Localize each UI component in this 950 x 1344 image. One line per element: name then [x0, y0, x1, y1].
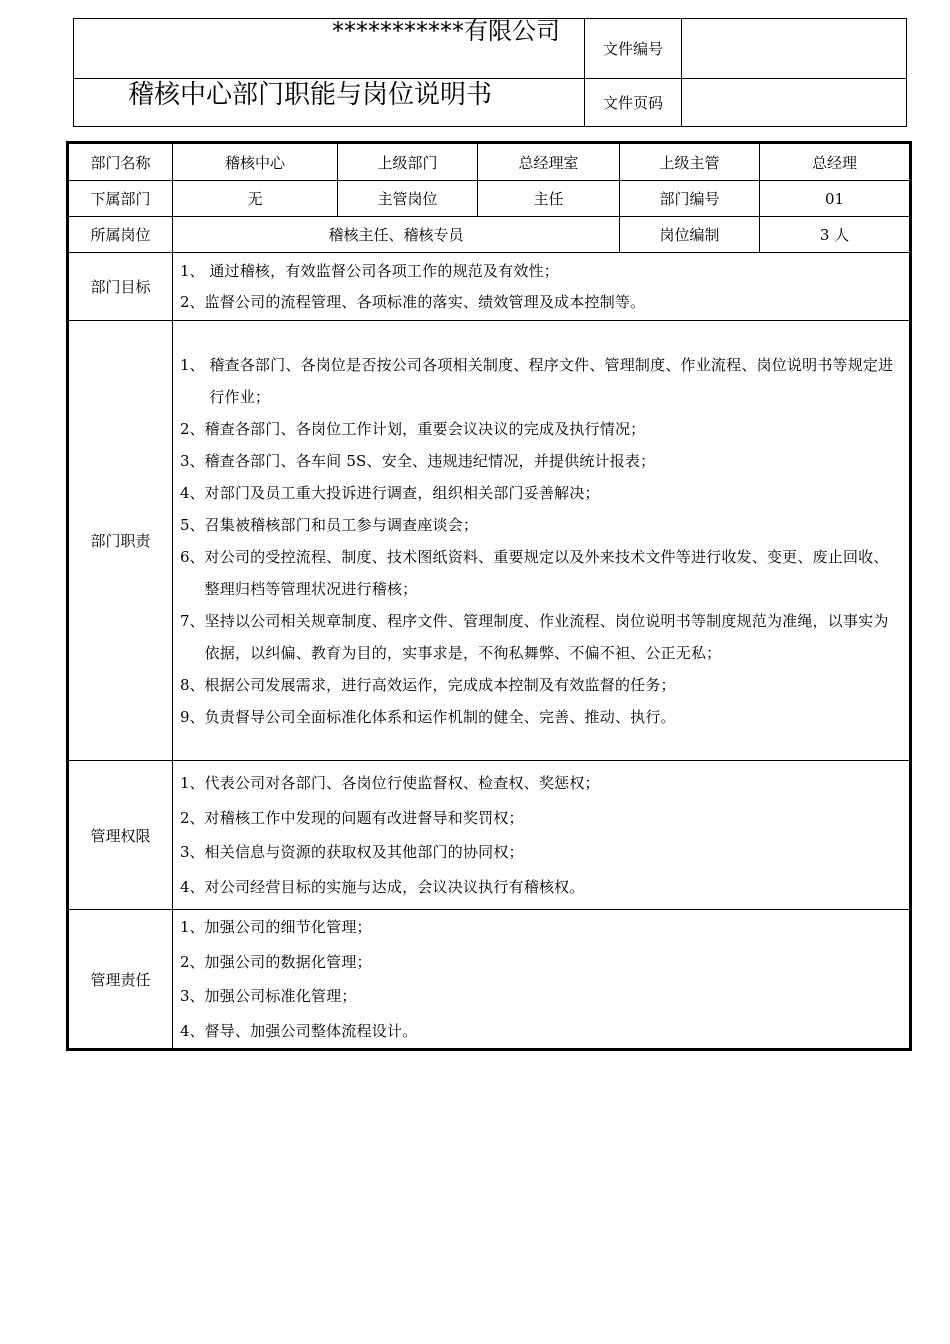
- list-item: [180, 910, 901, 945]
- list-item-number: 3、: [180, 843, 205, 861]
- superior-label: 上级主管: [620, 144, 760, 181]
- table-row: [69, 761, 910, 910]
- duties-label: 部门职责: [69, 321, 173, 761]
- list-item-number: 3、: [180, 987, 205, 1005]
- list-item-number: 3、: [180, 451, 205, 470]
- responsibility-label: 管理责任: [69, 910, 173, 1049]
- list-item-text: 督导、加强公司整体流程设计。: [204, 1021, 418, 1040]
- list-item: [180, 445, 901, 477]
- list-item: [180, 509, 901, 541]
- document-title: 稽核中心部门职能与岗位说明书: [128, 80, 493, 110]
- table-row: [69, 181, 910, 217]
- list-item: [180, 870, 901, 905]
- list-item-number: 4、: [180, 877, 205, 896]
- list-item-number: 4、: [180, 1021, 205, 1040]
- list-item-text: 根据公司发展需求，进行高效运作，完成成本控制及有效监督的任务；: [204, 675, 676, 694]
- file-page-value: [682, 79, 907, 127]
- list-item-text: 相关信息与资源的获取权及其他部门的协同权；: [204, 843, 524, 861]
- lead-post-label: 主管岗位: [338, 181, 478, 217]
- posts-value: 稽核主任、稽核专员: [173, 217, 620, 253]
- dept-name-label: 部门名称: [69, 144, 173, 181]
- list-item-text: 对稽核工作中发现的问题有改进督导和奖罚权；: [204, 808, 524, 827]
- table-row: [69, 217, 910, 253]
- dept-name-value: 稽核中心: [173, 144, 338, 181]
- authority-list: [173, 761, 910, 910]
- list-item-text: 代表公司对各部门、各岗位行使监督权、检查权、奖惩权；: [204, 774, 600, 792]
- superior-value: 总经理: [760, 144, 910, 181]
- dept-code-label: 部门编号: [620, 181, 760, 217]
- department-table: [66, 141, 912, 1051]
- list-item-number: 2、: [180, 419, 205, 438]
- duties-list: [173, 321, 910, 761]
- list-item: [180, 477, 901, 509]
- list-item: [180, 287, 901, 318]
- list-item-number: 5、: [180, 515, 205, 534]
- list-item: [180, 1014, 901, 1049]
- list-item: [180, 835, 901, 870]
- company-name: ***********有限公司: [332, 17, 560, 45]
- list-item-text: 召集被稽核部门和员工参与调查座谈会；: [204, 515, 479, 534]
- list-item-number: 2、: [180, 292, 205, 311]
- lead-post-value: 主任: [478, 181, 620, 217]
- list-item-text: 加强公司标准化管理；: [204, 987, 357, 1005]
- sub-dept-label: 下属部门: [69, 181, 173, 217]
- list-item-number: 9、: [180, 707, 205, 726]
- document-header: [73, 18, 907, 127]
- list-item-text: 对部门及员工重大投诉进行调查，组织相关部门妥善解决；: [204, 483, 600, 502]
- list-item-number: 1、: [180, 918, 205, 936]
- list-item-text: 对公司经营目标的实施与达成，会议决议执行有稽核权。: [204, 877, 585, 896]
- list-item-text: 坚持以公司相关规章制度、程序文件、管理制度、作业流程、岗位说明书等制度规范为准绳，以事实为依据，以纠偏、教育为目的，实事求是，不徇私舞弊、不偏不袒、公正无私；: [204, 611, 889, 662]
- list-item-text: 加强公司的数据化管理；: [204, 952, 372, 971]
- list-item: [180, 413, 901, 445]
- list-item-number: 1、: [180, 355, 210, 374]
- list-item-number: 8、: [180, 675, 205, 694]
- table-row: [69, 321, 910, 761]
- posts-label: 所属岗位: [69, 217, 173, 253]
- list-item-number: 7、: [180, 611, 205, 630]
- table-row: [69, 144, 910, 181]
- file-number-value: [682, 19, 907, 79]
- list-item: [180, 701, 901, 733]
- list-item-number: 2、: [180, 952, 205, 971]
- list-item-text: 稽查各部门、各车间 5S、安全、违规违纪情况，并提供统计报表；: [204, 451, 656, 470]
- list-item: [180, 766, 901, 801]
- authority-label: 管理权限: [69, 761, 173, 910]
- table-row: [69, 910, 910, 1049]
- list-item: [180, 801, 901, 836]
- responsibility-list: [173, 910, 910, 1049]
- goals-list: [173, 253, 910, 321]
- goals-label: 部门目标: [69, 253, 173, 321]
- file-number-label: 文件编号: [585, 19, 682, 79]
- list-item-text: 稽查各部门、各岗位是否按公司各项相关制度、程序文件、管理制度、作业流程、岗位说明书等规定进行作业；: [209, 355, 894, 406]
- parent-dept-label: 上级部门: [338, 144, 478, 181]
- list-item: [180, 605, 901, 669]
- list-item: [180, 979, 901, 1014]
- file-page-label: 文件页码: [585, 79, 682, 127]
- list-item: [180, 541, 901, 605]
- list-item-number: 6、: [180, 547, 205, 566]
- list-item: [180, 945, 901, 980]
- list-item-text: 负责督导公司全面标准化体系和运作机制的健全、完善、推动、执行。: [204, 707, 676, 726]
- list-item: [180, 256, 901, 287]
- list-item-text: 加强公司的细节化管理；: [204, 918, 372, 936]
- list-item-text: 稽查各部门、各岗位工作计划，重要会议决议的完成及执行情况；: [204, 419, 646, 438]
- list-item: [180, 349, 901, 413]
- sub-dept-value: 无: [173, 181, 338, 217]
- list-item: [180, 669, 901, 701]
- list-item-number: 1、: [180, 261, 210, 280]
- list-item-number: 1、: [180, 774, 205, 792]
- list-item-text: 通过稽核，有效监督公司各项工作的规范及有效性；: [209, 261, 559, 280]
- headcount-value: 3 人: [760, 217, 910, 253]
- list-item-text: 监督公司的流程管理、各项标准的落实、绩效管理及成本控制等。: [204, 292, 646, 311]
- list-item-number: 2、: [180, 808, 205, 827]
- dept-code-value: 01: [760, 181, 910, 217]
- list-item-number: 4、: [180, 483, 205, 502]
- parent-dept-value: 总经理室: [478, 144, 620, 181]
- table-row: [69, 253, 910, 321]
- title-cell: [74, 19, 585, 127]
- list-item-text: 对公司的受控流程、制度、技术图纸资料、重要规定以及外来技术文件等进行收发、变更、废止回收、整理归档等管理状况进行稽核；: [204, 547, 889, 598]
- headcount-label: 岗位编制: [620, 217, 760, 253]
